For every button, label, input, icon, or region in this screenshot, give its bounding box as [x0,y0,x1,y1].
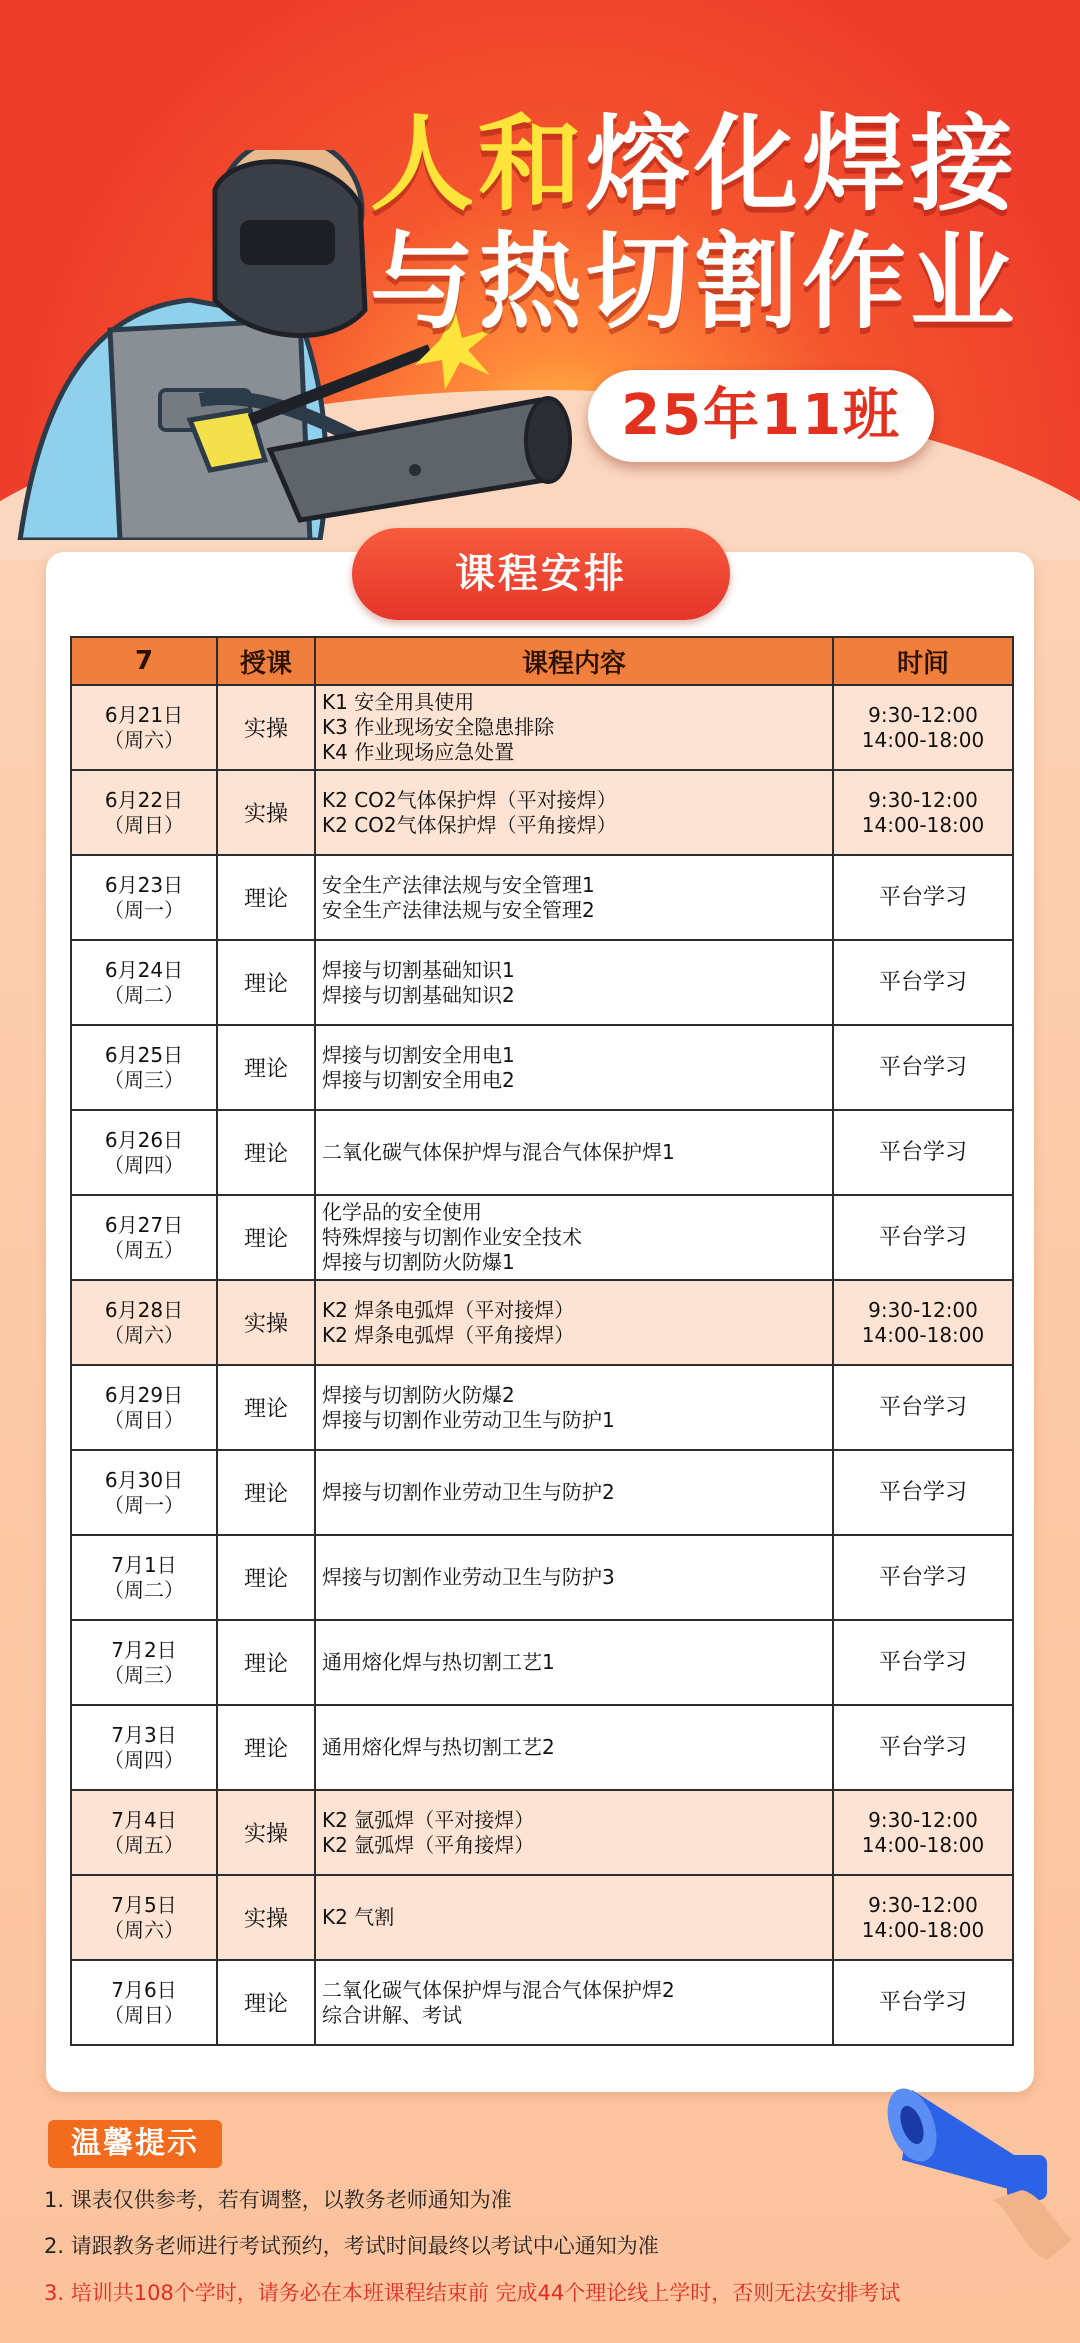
table-row [71,770,1013,855]
content-cell [315,1025,833,1110]
type-cell: 实操 [217,1790,315,1875]
date-cell [71,940,217,1025]
content-cell [315,1790,833,1875]
tip-item-2: 2. 请跟教务老师进行考试预约，考试时间最终以考试中心通知为准 [44,2234,659,2258]
content-line: 安全生产法律法规与安全管理1 [322,872,595,897]
date-text: 6月21日 [104,702,184,727]
time-cell [833,1620,1013,1705]
type-cell: 理论 [217,1110,315,1195]
time-cell [833,1025,1013,1110]
table-row [71,855,1013,940]
date-text: 7月1日 [111,1552,177,1577]
time-line: 9:30-12:00 [868,702,978,727]
time-line: 平台学习 [878,1140,967,1165]
time-cell [833,1875,1013,1960]
date-text: 6月28日 [104,1297,184,1322]
time-line: 平台学习 [878,970,967,995]
date-text: 6月22日 [104,787,184,812]
table-row [71,1280,1013,1365]
tips-label: 温馨提示 [48,2120,222,2168]
content-line: 焊接与切割安全用电1 [322,1042,515,1067]
weekday-text: （周二） [104,1577,184,1602]
content-line: 焊接与切割基础知识2 [322,982,515,1007]
date-text: 6月23日 [104,872,184,897]
content-line: 焊接与切割防火防爆1 [322,1250,515,1274]
content-line: 通用熔化焊与热切割工艺1 [322,1650,555,1674]
content-line: 通用熔化焊与热切割工艺2 [322,1735,555,1759]
weekday-text: （周日） [104,812,184,837]
content-line: K2 氩弧焊（平对接焊） [322,1807,535,1832]
time-line: 14:00-18:00 [861,1832,985,1857]
type-cell: 理论 [217,1705,315,1790]
weekday-text: （周日） [104,1407,184,1432]
time-line: 平台学习 [878,1650,967,1675]
time-line: 14:00-18:00 [861,1322,985,1347]
date-text: 6月25日 [104,1042,184,1067]
content-cell [315,1705,833,1790]
weekday-text: （周六） [104,1917,184,1942]
content-cell [315,1960,833,2045]
weekday-text: （周六） [104,727,184,752]
type-cell: 理论 [217,940,315,1025]
table-row [71,1705,1013,1790]
time-line: 平台学习 [878,1480,967,1505]
weekday-text: （周五） [104,1237,184,1262]
table-row [71,1110,1013,1195]
content-line: K2 CO2气体保护焊（平对接焊） [322,787,617,812]
date-cell [71,1960,217,2045]
table-row [71,940,1013,1025]
title-line2: 与热切割作业 [370,221,1019,343]
time-line: 平台学习 [878,1565,967,1590]
time-line: 9:30-12:00 [868,1297,978,1322]
time-cell [833,1280,1013,1365]
content-cell [315,855,833,940]
content-line: 化学品的安全使用 [322,1200,482,1224]
table-row [71,685,1013,770]
time-cell [833,1960,1013,2045]
content-line: 特殊焊接与切割作业安全技术 [322,1225,582,1249]
type-cell: 实操 [217,685,315,770]
date-text: 6月24日 [104,957,184,982]
time-line: 平台学习 [878,1395,967,1420]
content-cell [315,770,833,855]
content-cell [315,940,833,1025]
time-cell [833,1450,1013,1535]
table-header-row [71,637,1013,685]
schedule-section-title: 课程安排 [352,528,730,620]
title-highlight: 人和 [370,103,587,225]
time-cell [833,1705,1013,1790]
weekday-text: （周一） [104,1492,184,1517]
weekday-text: （周三） [104,1662,184,1687]
content-line: 二氧化碳气体保护焊与混合气体保护焊1 [322,1140,675,1164]
time-cell [833,1195,1013,1280]
date-text: 7月6日 [111,1977,177,2002]
time-line: 平台学习 [878,1735,967,1760]
content-cell [315,1195,833,1280]
date-cell [71,1705,217,1790]
date-cell [71,1620,217,1705]
tip-item-3: 3. 培训共108个学时，请务必在本班课程结束前 完成44个理论线上学时，否则无法安排考试 [44,2281,901,2305]
type-cell: 理论 [217,1450,315,1535]
type-cell: 理论 [217,1535,315,1620]
table-row [71,1450,1013,1535]
weekday-text: （周三） [104,1067,184,1092]
date-cell [71,770,217,855]
type-cell: 理论 [217,1960,315,2045]
content-cell [315,1875,833,1960]
weekday-text: （周日） [104,2002,184,2027]
date-cell [71,1195,217,1280]
class-badge: 25年11班 [588,370,934,462]
content-line: 焊接与切割作业劳动卫生与防护3 [322,1565,615,1589]
table-row [71,1620,1013,1705]
page-title [370,105,1018,341]
time-line: 14:00-18:00 [861,812,985,837]
title-line1: 熔化焊接 [586,103,1019,225]
date-cell [71,1280,217,1365]
time-cell [833,1535,1013,1620]
date-text: 7月2日 [111,1637,177,1662]
type-cell: 实操 [217,770,315,855]
header-date: 7 [71,637,217,685]
date-text: 6月30日 [104,1467,184,1492]
schedule-table [70,636,1014,2046]
date-cell [71,1365,217,1450]
table-row [71,1960,1013,2045]
content-cell [315,1365,833,1450]
content-line: K2 CO2气体保护焊（平角接焊） [322,812,617,837]
table-row [71,1365,1013,1450]
header-time: 时间 [833,637,1013,685]
date-text: 6月26日 [104,1127,184,1152]
date-cell [71,1875,217,1960]
date-cell [71,1790,217,1875]
table-row [71,1025,1013,1110]
weekday-text: （周二） [104,982,184,1007]
time-cell [833,940,1013,1025]
content-line: K2 氩弧焊（平角接焊） [322,1832,535,1857]
weekday-text: （周四） [104,1152,184,1177]
content-line: 焊接与切割基础知识1 [322,957,515,982]
date-text: 7月4日 [111,1807,177,1832]
time-cell [833,685,1013,770]
header-content: 课程内容 [315,637,833,685]
type-cell: 理论 [217,1365,315,1450]
weekday-text: （周一） [104,897,184,922]
time-line: 14:00-18:00 [861,727,985,752]
content-cell [315,1110,833,1195]
time-line: 平台学习 [878,1055,967,1080]
time-cell [833,770,1013,855]
content-line: K2 焊条电弧焊（平对接焊） [322,1297,575,1322]
content-line: 焊接与切割作业劳动卫生与防护1 [322,1407,615,1432]
type-cell: 实操 [217,1280,315,1365]
table-row [71,1195,1013,1280]
content-cell [315,1620,833,1705]
type-cell: 实操 [217,1875,315,1960]
date-text: 6月29日 [104,1382,184,1407]
content-line: K1 安全用具使用 [322,690,475,714]
time-line: 平台学习 [878,1225,967,1250]
content-line: K2 气割 [322,1905,395,1929]
weekday-text: （周六） [104,1322,184,1347]
time-line: 9:30-12:00 [868,1892,978,1917]
time-line: 9:30-12:00 [868,1807,978,1832]
content-line: 综合讲解、考试 [322,2002,462,2027]
content-cell [315,1535,833,1620]
content-line: 焊接与切割作业劳动卫生与防护2 [322,1480,615,1504]
date-text: 7月5日 [111,1892,177,1917]
content-line: 焊接与切割安全用电2 [322,1067,515,1092]
type-cell: 理论 [217,855,315,940]
weekday-text: （周五） [104,1832,184,1857]
table-row [71,1875,1013,1960]
content-cell [315,1450,833,1535]
date-cell [71,855,217,940]
time-cell [833,1365,1013,1450]
content-line: K3 作业现场安全隐患排除 [322,715,555,739]
time-line: 14:00-18:00 [861,1917,985,1942]
content-line: K2 焊条电弧焊（平角接焊） [322,1322,575,1347]
time-line: 平台学习 [878,1990,967,2015]
time-line: 平台学习 [878,885,967,910]
time-cell [833,855,1013,940]
date-cell [71,1535,217,1620]
header-type: 授课 [217,637,315,685]
content-cell [315,685,833,770]
content-line: K4 作业现场应急处置 [322,740,515,764]
content-line: 安全生产法律法规与安全管理2 [322,897,595,922]
time-line: 9:30-12:00 [868,787,978,812]
weekday-text: （周四） [104,1747,184,1772]
date-text: 7月3日 [111,1722,177,1747]
type-cell: 理论 [217,1195,315,1280]
megaphone-icon [872,2050,1072,2300]
time-cell [833,1110,1013,1195]
content-line: 焊接与切割防火防爆2 [322,1382,515,1407]
date-cell [71,1450,217,1535]
tip-item-1: 1. 课表仅供参考，若有调整，以教务老师通知为准 [44,2188,512,2212]
date-cell [71,1110,217,1195]
type-cell: 理论 [217,1025,315,1110]
table-row [71,1790,1013,1875]
content-line: 二氧化碳气体保护焊与混合气体保护焊2 [322,1977,675,2002]
content-cell [315,1280,833,1365]
date-text: 6月27日 [104,1212,184,1237]
type-cell: 理论 [217,1620,315,1705]
time-cell [833,1790,1013,1875]
date-cell [71,1025,217,1110]
schedule-body [71,685,1013,2045]
date-cell [71,685,217,770]
table-row [71,1535,1013,1620]
